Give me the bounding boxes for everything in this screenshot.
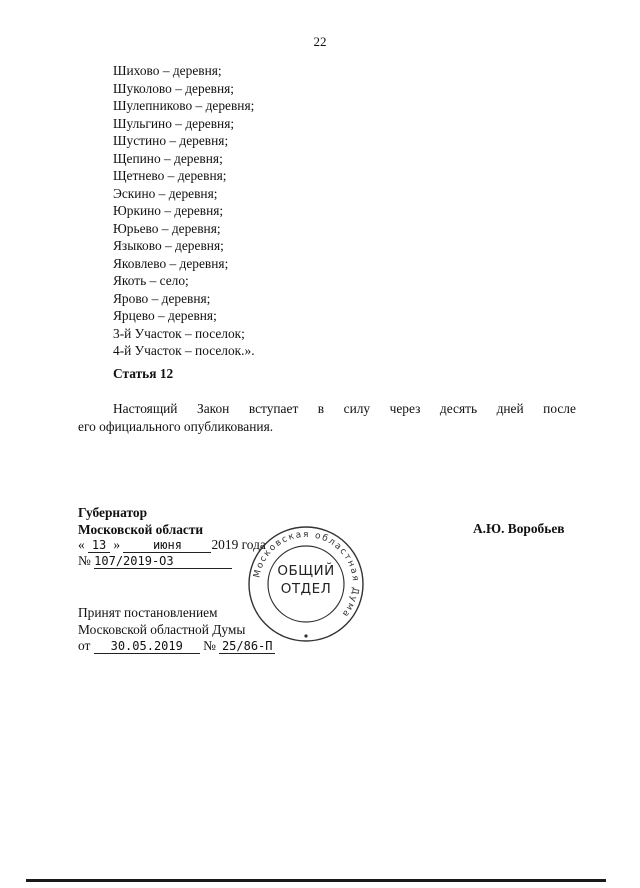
adopted-number-prefix: №: [203, 638, 216, 653]
page-number: 22: [313, 34, 327, 49]
list-item: Якоть – село;: [113, 273, 189, 288]
article-word: десять: [439, 401, 478, 416]
list-item: Шульгино – деревня;: [113, 115, 235, 131]
date-open-quote: «: [78, 537, 85, 552]
article-word: дней: [496, 401, 524, 416]
list-item: Шихово – деревня;: [113, 63, 222, 78]
list-item: Эскино – деревня;: [113, 185, 218, 201]
adopted-line-2: Московской областной Думы: [78, 622, 246, 637]
article-text: [78, 400, 576, 436]
signer-name: А.Ю. Воробьев: [473, 521, 565, 536]
article-word: в: [317, 401, 325, 416]
law-number-value: 107/2019-ОЗ: [94, 554, 232, 569]
governor-title: [78, 504, 203, 538]
list-item: Ярово – деревня;: [113, 290, 211, 306]
stamp-ring-text: Московская областная Дума: [252, 529, 361, 620]
from-label: от: [78, 638, 91, 653]
list-item: Языково – деревня;: [113, 238, 224, 253]
governor-title-line-1: Губернатор: [78, 505, 148, 520]
bottom-divider: [26, 879, 606, 882]
list-item: Щетнево – деревня;: [113, 168, 227, 183]
stamp-center-line-1: ОБЩИЙ: [277, 563, 335, 579]
article-heading: Статья 12: [113, 366, 174, 381]
stamp-center-line-2: ОТДЕЛ: [280, 581, 332, 597]
adopted-number-value: 25/86-П: [219, 639, 275, 654]
article-word: через: [389, 401, 421, 416]
adopted-date-value: 30.05.2019: [94, 639, 200, 654]
list-item: Юрьево – деревня;: [113, 220, 221, 236]
list-item: 4-й Участок – поселок.».: [113, 343, 255, 358]
list-item: Шулепниково – деревня;: [113, 98, 255, 113]
article-word: после: [543, 401, 576, 416]
list-item: Шустино – деревня;: [113, 133, 229, 148]
date-month: июня: [123, 538, 211, 553]
list-item: Шуколово – деревня;: [113, 80, 235, 96]
governor-title-line-2: Московской области: [78, 522, 204, 537]
article-word: Настоящий: [113, 401, 178, 416]
article-word: вступает: [248, 401, 299, 416]
article-word: Закон: [196, 401, 230, 416]
list-item: Ярцево – деревня;: [113, 308, 217, 323]
list-item: 3-й Участок – поселок;: [113, 325, 245, 341]
official-stamp: [246, 524, 366, 644]
adopted-note: [78, 604, 245, 638]
date-day: 13: [88, 538, 110, 553]
settlement-list: [113, 62, 255, 360]
adopted-line-1: Принят постановлением: [78, 605, 218, 620]
signing-date: [78, 537, 266, 553]
list-item: Щепино – деревня;: [113, 150, 223, 166]
article-text-line-1: [78, 400, 576, 418]
date-close-quote: »: [113, 537, 121, 552]
list-item: Юркино – деревня;: [113, 203, 224, 218]
number-prefix: №: [78, 553, 91, 568]
law-number: [78, 553, 232, 569]
article-word: силу: [343, 401, 371, 416]
article-text-line-2: его официального опубликования.: [78, 419, 274, 434]
list-item: Яковлево – деревня;: [113, 255, 229, 271]
date-year: 2019 года: [211, 537, 266, 552]
stamp-center-text: [246, 562, 366, 598]
